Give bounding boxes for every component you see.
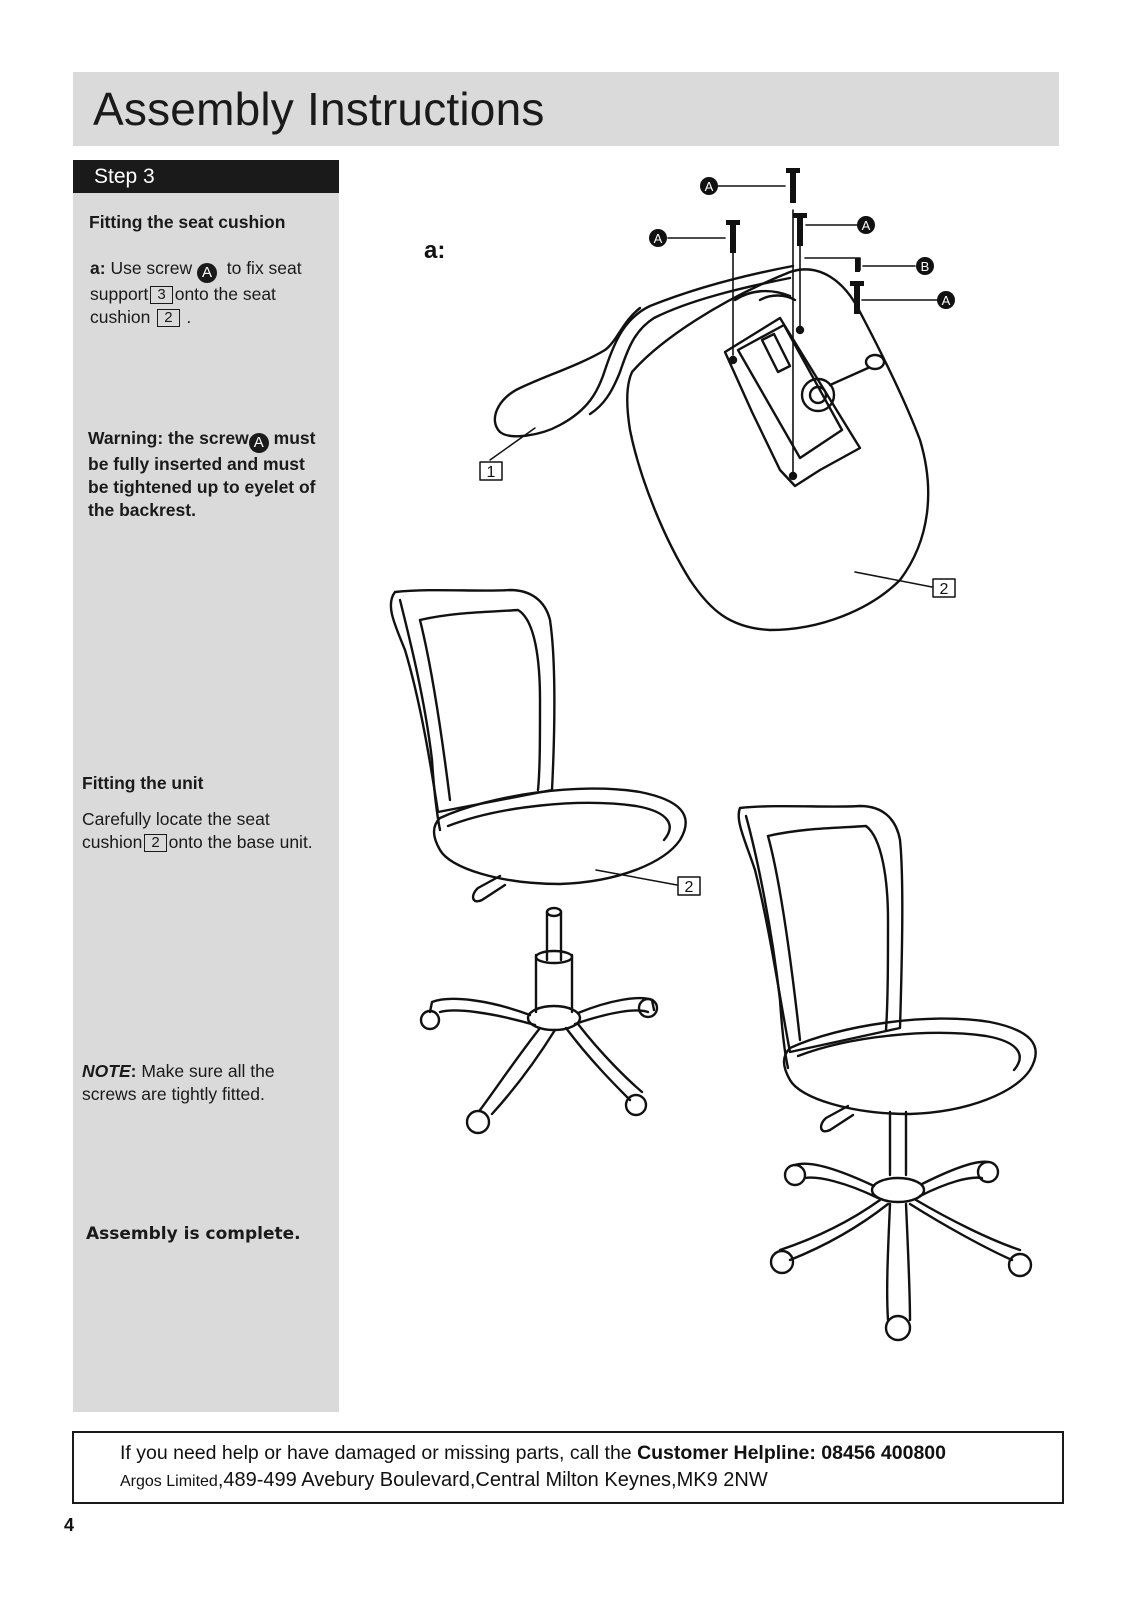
backrest-inner-left xyxy=(768,836,800,1040)
part-1-label: 1 xyxy=(486,464,496,481)
caster-wheel xyxy=(978,1162,998,1182)
seat-cushion-diagram xyxy=(480,168,955,630)
base-leg xyxy=(887,1204,910,1320)
instruction-text: . xyxy=(186,307,192,327)
backrest-inner xyxy=(420,610,540,790)
exploded-chair-diagram xyxy=(391,590,700,1133)
helpline-phone: 08456 400800 xyxy=(821,1442,946,1464)
diagram-step-label: a: xyxy=(424,237,446,264)
screw-a-marker: A xyxy=(197,263,217,283)
caster-wheel xyxy=(421,1011,439,1029)
screw-a-label: A xyxy=(704,179,714,194)
fitting-unit-line: onto the base unit. xyxy=(168,832,313,852)
company-name: Argos Limited xyxy=(120,1473,218,1490)
screw-a-marker: A xyxy=(249,433,269,453)
company-address: ,489-499 Avebury Boulevard,Central Milton Keynes,MK9 2NW xyxy=(217,1469,768,1491)
caster-wheel xyxy=(626,1095,646,1115)
caster-wheel xyxy=(771,1251,793,1273)
fitting-unit-heading: Fitting the unit xyxy=(82,773,204,793)
footer-address-line xyxy=(120,1469,768,1492)
screw-b-label: B xyxy=(920,259,930,274)
customer-helpline-box xyxy=(72,1431,1064,1504)
seat-cushion-outline xyxy=(627,269,928,630)
part-2-marker: 2 xyxy=(144,834,166,852)
screw-hole xyxy=(730,357,736,363)
base-leg xyxy=(920,1162,988,1196)
part-2-label: 2 xyxy=(684,879,694,896)
height-lever xyxy=(821,1106,853,1131)
backrest-arm-inner xyxy=(590,278,790,414)
seat-inner xyxy=(798,1033,1020,1070)
footer-help-line xyxy=(120,1442,946,1465)
warning-line: must xyxy=(273,428,316,448)
base-leg xyxy=(480,1028,555,1114)
help-text: If you need help or have damaged or missing parts, call the xyxy=(120,1442,632,1464)
instruction-text: support xyxy=(90,284,149,304)
page-number: 4 xyxy=(64,1515,75,1535)
caster-wheel xyxy=(886,1316,910,1340)
seat-inner xyxy=(448,803,670,840)
base-leg xyxy=(780,1200,888,1260)
note-colon: : xyxy=(130,1061,137,1081)
assembly-complete-text: Assembly is complete. xyxy=(86,1224,301,1244)
base-leg xyxy=(795,1164,878,1198)
gas-lift-collar xyxy=(536,951,572,963)
gas-lift-mount xyxy=(802,379,834,411)
gas-lift-piston xyxy=(547,912,561,960)
base-leg xyxy=(575,1011,648,1025)
helpline-label: Customer Helpline: xyxy=(637,1442,816,1464)
support-slot xyxy=(762,334,790,372)
step-tab: Step 3 xyxy=(73,160,339,193)
screw-a-label: A xyxy=(861,218,871,233)
screw-a-label: A xyxy=(653,231,663,246)
note-label: NOTE xyxy=(82,1061,131,1081)
assembled-chair-diagram xyxy=(739,806,1036,1340)
caster-wheel xyxy=(467,1111,489,1133)
warning-line: be fully inserted and must xyxy=(88,454,305,474)
page-title: Assembly Instructions xyxy=(93,83,545,135)
instruction-text: Use screw xyxy=(110,258,193,278)
note-line: Make sure all the xyxy=(141,1061,275,1081)
caster-wheel xyxy=(1009,1254,1031,1276)
seat-cushion-heading: Fitting the seat cushion xyxy=(89,212,286,232)
base-leg xyxy=(910,1200,1020,1260)
instruction-text: cushion xyxy=(90,307,151,327)
part-2-label: 2 xyxy=(939,581,949,598)
part-2-marker: 2 xyxy=(157,309,179,327)
adjust-lever xyxy=(830,368,868,385)
fitting-unit-line: cushion xyxy=(82,832,143,852)
screw-a-label: A xyxy=(941,293,951,308)
note-line: screws are tightly fitted. xyxy=(82,1084,265,1104)
instruction-text: onto the seat xyxy=(174,284,276,304)
part-leader-lines xyxy=(490,428,932,587)
warning-line: be tightened up to eyelet of xyxy=(88,477,316,497)
base-hub xyxy=(872,1178,924,1202)
instruction-text: to fix seat xyxy=(226,258,302,278)
height-lever xyxy=(473,876,505,901)
adjust-lever-knob xyxy=(866,355,884,369)
caster-wheel xyxy=(785,1165,805,1185)
backrest-side xyxy=(746,816,788,1068)
part-3-marker: 3 xyxy=(150,286,172,304)
base-hub xyxy=(528,1006,580,1030)
fitting-unit-line: Carefully locate the seat xyxy=(82,809,270,829)
warning-line: the backrest. xyxy=(88,500,196,520)
gas-lift-cylinder xyxy=(890,1112,906,1175)
base-leg xyxy=(566,1024,642,1100)
gas-lift-top xyxy=(547,908,561,916)
warning-line: Warning: the screw xyxy=(88,428,249,448)
step-a-label: a: xyxy=(90,258,106,278)
